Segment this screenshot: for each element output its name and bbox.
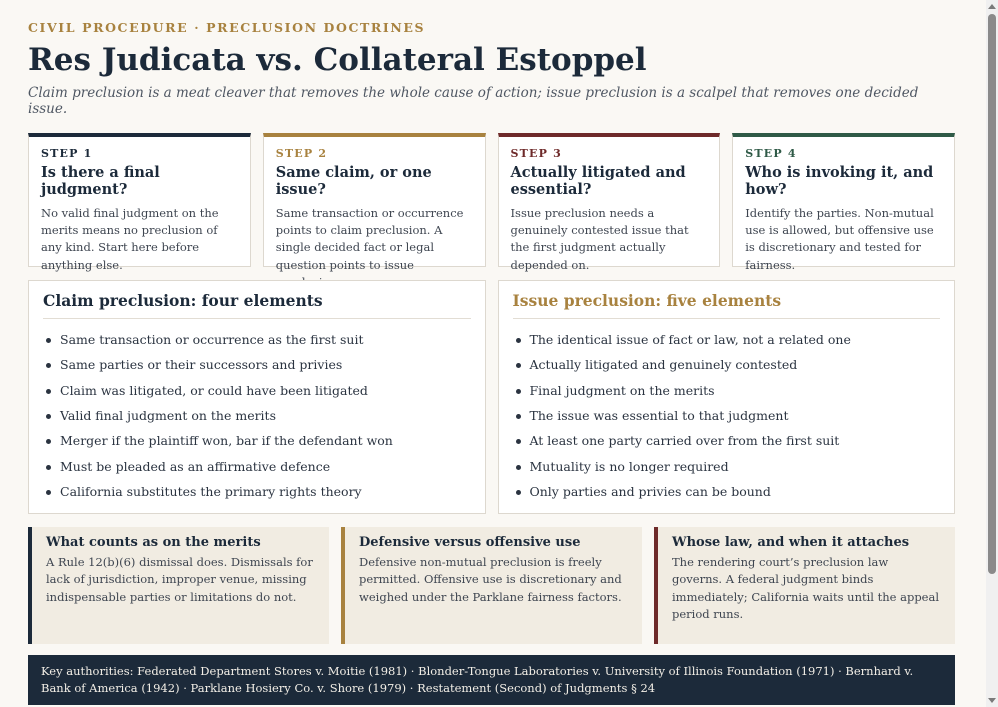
note-title: Whose law, and when it attaches bbox=[672, 535, 910, 551]
step-body: Identify the parties. Non-mutual use is allowed, but offensive use is discretionary and tested for fairness. bbox=[745, 205, 934, 272]
scrollbar-thumb[interactable] bbox=[988, 14, 996, 574]
issue-preclusion-title: Issue preclusion: five elements bbox=[513, 291, 941, 319]
step-title: Actually litigated and essential? bbox=[510, 164, 686, 199]
step-label: STEP 4 bbox=[745, 147, 797, 161]
claim-elements-list bbox=[43, 327, 471, 504]
elements-columns bbox=[28, 280, 955, 514]
claim-preclusion-title: Claim preclusion: four elements bbox=[43, 291, 471, 319]
key-authorities-footer: Key authorities: Federated Department Stores v. Moitie (1981) · Blonder-Tongue Laboratories v. University of Illinois Foundation (1971) · Bernhard v. Bank of America (1942) · Parklane Hosiery Co. v. Shore (1979) · Restatement (Second) of Judgments § 24 bbox=[28, 655, 955, 705]
list-item: Valid final judgment on the merits bbox=[43, 403, 471, 428]
list-item: Mutuality is no longer required bbox=[513, 454, 941, 479]
kicker: CIVIL PROCEDURE · PRECLUSION DOCTRINES bbox=[28, 20, 426, 35]
note-card-1 bbox=[28, 527, 329, 644]
note-body: Defensive non-mutual preclusion is freely permitted. Offensive use is discretionary and weighed under the Parklane fairness factors. bbox=[359, 555, 622, 604]
note-card-3 bbox=[654, 527, 955, 644]
step-card-4 bbox=[732, 133, 955, 272]
step-body: Same transaction or occurrence points to claim preclusion. A single decided fact or legal question points to issue bbox=[275, 205, 464, 272]
note-card-2 bbox=[341, 527, 642, 644]
note-body: A Rule 12(b)(6) dismissal does. Dismissals for lack of jurisdiction, improper venue, missing indispensable parties or limitations do not. bbox=[46, 555, 313, 604]
page-title: Res Judicata vs. Collateral Estoppel bbox=[28, 42, 647, 78]
list-item: Same transaction or occurrence as the first suit bbox=[43, 327, 471, 352]
step-card-3 bbox=[498, 133, 721, 272]
step-body: Issue preclusion needs a genuinely contested issue that the first judgment actually depended on. bbox=[510, 205, 689, 272]
issue-elements-list bbox=[513, 327, 941, 504]
note-body: The rendering court’s preclusion law governs. A federal judgment binds immediately; California waits until the appeal period runs. bbox=[672, 555, 940, 621]
step-title: Is there a final judgment? bbox=[41, 164, 160, 199]
steps-row bbox=[28, 133, 955, 272]
step-title: Same claim, or one issue? bbox=[275, 164, 432, 199]
step-label: STEP 2 bbox=[275, 147, 328, 161]
scroll-up-icon[interactable] bbox=[988, 4, 996, 9]
step-label: STEP 1 bbox=[41, 147, 93, 161]
list-item: Must be pleaded as an affirmative defence bbox=[43, 454, 471, 479]
list-item: Merger if the plaintiff won, bar if the defendant won bbox=[43, 428, 471, 453]
list-item: At least one party carried over from the first suit bbox=[513, 428, 941, 453]
step-body: No valid final judgment on the merits means no preclusion of any kind. Start here before anything else. bbox=[41, 205, 219, 272]
vertical-scrollbar[interactable] bbox=[986, 0, 998, 707]
step-title: Who is invoking it, and how? bbox=[745, 164, 934, 199]
scroll-down-icon[interactable] bbox=[988, 698, 996, 703]
list-item: Only parties and privies can be bound bbox=[513, 479, 941, 504]
claim-preclusion-panel bbox=[28, 280, 486, 514]
note-title: What counts as on the merits bbox=[46, 535, 261, 551]
step-card-2 bbox=[263, 133, 486, 272]
list-item: California substitutes the primary rights theory bbox=[43, 479, 471, 504]
issue-preclusion-panel bbox=[498, 280, 956, 514]
document-page bbox=[28, 0, 955, 705]
note-title: Defensive versus offensive use bbox=[359, 535, 581, 551]
notes-row bbox=[28, 527, 955, 644]
list-item: The identical issue of fact or law, not a related one bbox=[513, 327, 941, 352]
list-item: Claim was litigated, or could have been litigated bbox=[43, 378, 471, 403]
list-item: Actually litigated and genuinely contested bbox=[513, 352, 941, 377]
list-item: Final judgment on the merits bbox=[513, 378, 941, 403]
step-card-1 bbox=[28, 133, 251, 272]
list-item: The issue was essential to that judgment bbox=[513, 403, 941, 428]
list-item: Same parties or their successors and privies bbox=[43, 352, 471, 377]
step-label: STEP 3 bbox=[510, 147, 562, 161]
page-subtitle: Claim preclusion is a meat cleaver that removes the whole cause of action; issue preclusion is a scalpel that removes one decided issue. bbox=[28, 85, 919, 118]
